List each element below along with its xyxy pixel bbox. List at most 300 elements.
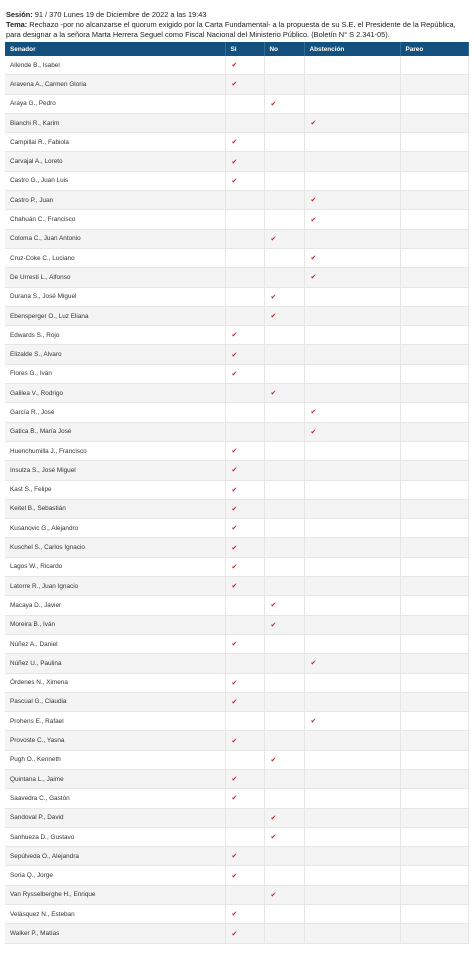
vote-cell-abstencion — [304, 731, 400, 750]
vote-cell-abstencion — [304, 712, 400, 731]
vote-cell-si — [225, 171, 264, 190]
vote-cell-pareo — [400, 615, 468, 634]
table-row — [5, 905, 468, 924]
vote-cell-no — [264, 287, 304, 306]
checkmark-icon: ✔ — [270, 834, 277, 842]
checkmark-icon: ✔ — [231, 583, 238, 591]
vote-cell-abstencion — [304, 480, 400, 499]
checkmark-icon: ✔ — [231, 911, 238, 919]
senator-name: Macaya D., Javier — [5, 596, 225, 615]
senator-name: Pugh O., Kenneth — [5, 750, 225, 769]
checkmark-icon: ✔ — [231, 467, 238, 475]
table-row — [5, 924, 468, 943]
table-row — [5, 634, 468, 653]
table-row — [5, 692, 468, 711]
vote-cell-no — [264, 808, 304, 827]
vote-cell-pareo — [400, 210, 468, 229]
table-row — [5, 56, 468, 75]
vote-cell-abstencion — [304, 866, 400, 885]
vote-cell-abstencion — [304, 152, 400, 171]
vote-cell-pareo — [400, 557, 468, 576]
table-row — [5, 326, 468, 345]
checkmark-icon: ✔ — [231, 370, 238, 378]
senator-name: Araya G., Pedro — [5, 94, 225, 113]
votes-table — [5, 42, 469, 944]
vote-cell-no — [264, 789, 304, 808]
vote-cell-pareo — [400, 905, 468, 924]
vote-cell-si — [225, 248, 264, 267]
vote-cell-pareo — [400, 248, 468, 267]
tema-label: Tema: — [6, 20, 28, 29]
vote-cell-pareo — [400, 229, 468, 248]
vote-cell-abstencion — [304, 808, 400, 827]
vote-cell-pareo — [400, 692, 468, 711]
table-body — [5, 56, 468, 943]
checkmark-icon: ✔ — [231, 505, 238, 513]
vote-cell-si — [225, 441, 264, 460]
table-row — [5, 731, 468, 750]
senator-name: Saavedra C., Gastón — [5, 789, 225, 808]
table-row — [5, 345, 468, 364]
vote-cell-abstencion — [304, 769, 400, 788]
vote-cell-no — [264, 847, 304, 866]
vote-cell-si — [225, 113, 264, 132]
checkmark-icon: ✔ — [310, 718, 317, 726]
vote-cell-no — [264, 654, 304, 673]
vote-cell-abstencion — [304, 750, 400, 769]
vote-cell-no — [264, 364, 304, 383]
vote-cell-abstencion — [304, 673, 400, 692]
table-row — [5, 94, 468, 113]
vote-cell-abstencion — [304, 75, 400, 94]
vote-cell-no — [264, 519, 304, 538]
senator-name: Prohens E., Rafael — [5, 712, 225, 731]
vote-cell-no — [264, 229, 304, 248]
vote-cell-pareo — [400, 654, 468, 673]
vote-cell-abstencion — [304, 56, 400, 75]
vote-cell-no — [264, 827, 304, 846]
table-row — [5, 403, 468, 422]
senator-name: Velásquez N., Esteban — [5, 905, 225, 924]
vote-cell-no — [264, 769, 304, 788]
vote-cell-no — [264, 403, 304, 422]
checkmark-icon: ✔ — [231, 930, 238, 938]
checkmark-icon: ✔ — [231, 81, 238, 89]
vote-cell-abstencion — [304, 113, 400, 132]
vote-cell-pareo — [400, 827, 468, 846]
vote-cell-si — [225, 905, 264, 924]
vote-cell-si — [225, 152, 264, 171]
vote-cell-si — [225, 673, 264, 692]
vote-cell-pareo — [400, 384, 468, 403]
senator-name: Flores G., Iván — [5, 364, 225, 383]
vote-cell-si — [225, 56, 264, 75]
checkmark-icon: ✔ — [231, 62, 238, 70]
table-row — [5, 248, 468, 267]
vote-cell-no — [264, 152, 304, 171]
checkmark-icon: ✔ — [231, 177, 238, 185]
checkmark-icon: ✔ — [231, 641, 238, 649]
checkmark-icon: ✔ — [310, 197, 317, 205]
vote-cell-abstencion — [304, 133, 400, 152]
senator-name: Galilea V., Rodrigo — [5, 384, 225, 403]
vote-cell-abstencion — [304, 847, 400, 866]
table-row — [5, 557, 468, 576]
vote-cell-no — [264, 885, 304, 904]
table-row — [5, 441, 468, 460]
vote-cell-pareo — [400, 769, 468, 788]
senator-name: Ebensperger O., Luz Eliana — [5, 306, 225, 325]
vote-cell-pareo — [400, 538, 468, 557]
vote-cell-pareo — [400, 364, 468, 383]
vote-cell-si — [225, 287, 264, 306]
senator-name: Núñez A., Daniel — [5, 634, 225, 653]
table-row — [5, 422, 468, 441]
vote-cell-si — [225, 210, 264, 229]
vote-cell-si — [225, 133, 264, 152]
table-row — [5, 885, 468, 904]
tema-line — [6, 20, 468, 40]
vote-cell-si — [225, 94, 264, 113]
vote-cell-si — [225, 654, 264, 673]
vote-cell-si — [225, 538, 264, 557]
senator-name: Moreira B., Iván — [5, 615, 225, 634]
vote-cell-abstencion — [304, 171, 400, 190]
vote-cell-abstencion — [304, 306, 400, 325]
session-line — [6, 10, 468, 20]
table-row — [5, 113, 468, 132]
senator-name: Kusanovic G., Alejandro — [5, 519, 225, 538]
checkmark-icon: ✔ — [310, 428, 317, 436]
table-row — [5, 229, 468, 248]
table-row — [5, 461, 468, 480]
table-row — [5, 75, 468, 94]
vote-cell-abstencion — [304, 364, 400, 383]
checkmark-icon: ✔ — [231, 737, 238, 745]
vote-cell-no — [264, 441, 304, 460]
checkmark-icon: ✔ — [270, 293, 277, 301]
vote-cell-pareo — [400, 480, 468, 499]
vote-cell-no — [264, 56, 304, 75]
vote-cell-si — [225, 268, 264, 287]
vote-cell-si — [225, 461, 264, 480]
vote-cell-no — [264, 133, 304, 152]
vote-cell-no — [264, 461, 304, 480]
vote-cell-pareo — [400, 326, 468, 345]
vote-cell-no — [264, 171, 304, 190]
vote-cell-pareo — [400, 268, 468, 287]
table-row — [5, 577, 468, 596]
checkmark-icon: ✔ — [231, 139, 238, 147]
checkmark-icon: ✔ — [231, 332, 238, 340]
table-row — [5, 712, 468, 731]
senator-name: Sandoval P., David — [5, 808, 225, 827]
checkmark-icon: ✔ — [310, 216, 317, 224]
vote-cell-pareo — [400, 519, 468, 538]
table-row — [5, 615, 468, 634]
vote-cell-no — [264, 750, 304, 769]
vote-cell-abstencion — [304, 422, 400, 441]
checkmark-icon: ✔ — [231, 776, 238, 784]
vote-cell-pareo — [400, 866, 468, 885]
vote-cell-si — [225, 750, 264, 769]
vote-cell-pareo — [400, 75, 468, 94]
checkmark-icon: ✔ — [231, 448, 238, 456]
checkmark-icon: ✔ — [231, 795, 238, 803]
vote-cell-no — [264, 94, 304, 113]
table-row — [5, 673, 468, 692]
table-row — [5, 268, 468, 287]
vote-cell-pareo — [400, 847, 468, 866]
senator-name: Castro P., Juan — [5, 191, 225, 210]
table-row — [5, 480, 468, 499]
table-row — [5, 654, 468, 673]
table-row — [5, 287, 468, 306]
senator-name: Sepúlveda O., Alejandra — [5, 847, 225, 866]
checkmark-icon: ✔ — [270, 814, 277, 822]
vote-cell-pareo — [400, 441, 468, 460]
vote-cell-si — [225, 789, 264, 808]
vote-cell-no — [264, 577, 304, 596]
vote-cell-si — [225, 557, 264, 576]
checkmark-icon: ✔ — [231, 853, 238, 861]
vote-cell-abstencion — [304, 885, 400, 904]
vote-cell-no — [264, 191, 304, 210]
checkmark-icon: ✔ — [270, 313, 277, 320]
checkmark-icon: ✔ — [231, 158, 238, 166]
senator-name: Gatica B., María José — [5, 422, 225, 441]
vote-cell-abstencion — [304, 519, 400, 538]
vote-cell-pareo — [400, 133, 468, 152]
vote-cell-si — [225, 866, 264, 885]
vote-cell-si — [225, 345, 264, 364]
vote-cell-no — [264, 924, 304, 943]
senator-name: Insulza S., José Miguel — [5, 461, 225, 480]
vote-cell-si — [225, 384, 264, 403]
header-si: Si — [225, 42, 264, 56]
vote-cell-abstencion — [304, 345, 400, 364]
vote-cell-no — [264, 596, 304, 615]
header-senador: Senador — [5, 42, 225, 56]
vote-cell-no — [264, 634, 304, 653]
vote-cell-abstencion — [304, 692, 400, 711]
vote-cell-no — [264, 905, 304, 924]
table-row — [5, 499, 468, 518]
vote-cell-abstencion — [304, 596, 400, 615]
checkmark-icon: ✔ — [310, 409, 317, 417]
vote-cell-abstencion — [304, 789, 400, 808]
table-header-row — [5, 42, 468, 56]
vote-cell-pareo — [400, 673, 468, 692]
checkmark-icon: ✔ — [231, 486, 238, 494]
senator-name: Allende B., Isabel — [5, 56, 225, 75]
vote-cell-pareo — [400, 191, 468, 210]
vote-cell-abstencion — [304, 827, 400, 846]
vote-cell-abstencion — [304, 229, 400, 248]
senator-name: Aravena A., Carmen Gloria — [5, 75, 225, 94]
table-row — [5, 171, 468, 190]
vote-cell-si — [225, 229, 264, 248]
senator-name: Chahuán C., Francisco — [5, 210, 225, 229]
vote-cell-pareo — [400, 171, 468, 190]
session-header — [0, 0, 474, 40]
vote-cell-pareo — [400, 789, 468, 808]
vote-cell-si — [225, 924, 264, 943]
vote-cell-no — [264, 422, 304, 441]
vote-cell-pareo — [400, 403, 468, 422]
vote-cell-no — [264, 538, 304, 557]
vote-cell-si — [225, 712, 264, 731]
table-row — [5, 364, 468, 383]
vote-cell-no — [264, 345, 304, 364]
vote-cell-abstencion — [304, 403, 400, 422]
vote-cell-pareo — [400, 94, 468, 113]
senator-name: Walker P., Matías — [5, 924, 225, 943]
vote-cell-si — [225, 191, 264, 210]
checkmark-icon: ✔ — [231, 544, 238, 552]
vote-cell-abstencion — [304, 654, 400, 673]
vote-cell-pareo — [400, 808, 468, 827]
vote-cell-pareo — [400, 56, 468, 75]
vote-cell-abstencion — [304, 461, 400, 480]
vote-cell-no — [264, 210, 304, 229]
table-row — [5, 847, 468, 866]
senator-name: Kast S., Felipe — [5, 480, 225, 499]
checkmark-icon: ✔ — [270, 602, 277, 610]
vote-cell-si — [225, 615, 264, 634]
vote-cell-si — [225, 827, 264, 846]
vote-cell-pareo — [400, 731, 468, 750]
checkmark-icon: ✔ — [270, 756, 277, 764]
vote-cell-no — [264, 673, 304, 692]
vote-cell-pareo — [400, 577, 468, 596]
senator-name: Lagos W., Ricardo — [5, 557, 225, 576]
vote-cell-si — [225, 499, 264, 518]
vote-cell-pareo — [400, 422, 468, 441]
vote-cell-si — [225, 731, 264, 750]
vote-cell-no — [264, 557, 304, 576]
checkmark-icon: ✔ — [270, 390, 277, 398]
vote-cell-no — [264, 268, 304, 287]
session-value: 91 / 370 Lunes 19 de Diciembre de 2022 a las 19:43 — [34, 10, 207, 19]
checkmark-icon: ✔ — [310, 255, 317, 263]
senator-name: Durana S., José Miguel — [5, 287, 225, 306]
vote-cell-abstencion — [304, 499, 400, 518]
vote-cell-pareo — [400, 885, 468, 904]
vote-cell-abstencion — [304, 538, 400, 557]
vote-cell-si — [225, 519, 264, 538]
checkmark-icon: ✔ — [270, 891, 277, 899]
senator-name: Kuschel S., Carlos Ignacio — [5, 538, 225, 557]
vote-cell-no — [264, 326, 304, 345]
vote-cell-si — [225, 692, 264, 711]
table-row — [5, 750, 468, 769]
table-row — [5, 191, 468, 210]
checkmark-icon: ✔ — [310, 120, 317, 128]
vote-cell-si — [225, 847, 264, 866]
vote-cell-no — [264, 866, 304, 885]
vote-cell-si — [225, 75, 264, 94]
vote-cell-abstencion — [304, 615, 400, 634]
vote-cell-abstencion — [304, 905, 400, 924]
senator-name: Edwards S., Rojo — [5, 326, 225, 345]
vote-cell-si — [225, 885, 264, 904]
vote-cell-si — [225, 769, 264, 788]
vote-cell-abstencion — [304, 326, 400, 345]
vote-cell-no — [264, 712, 304, 731]
vote-cell-no — [264, 480, 304, 499]
vote-cell-abstencion — [304, 441, 400, 460]
senator-name: De Urresti L., Alfonso — [5, 268, 225, 287]
vote-cell-abstencion — [304, 210, 400, 229]
senator-name: Provoste C., Yasna — [5, 731, 225, 750]
senator-name: Sanhueza D., Gustavo — [5, 827, 225, 846]
checkmark-icon: ✔ — [231, 872, 238, 880]
checkmark-icon: ✔ — [231, 698, 238, 706]
vote-cell-abstencion — [304, 268, 400, 287]
vote-cell-si — [225, 306, 264, 325]
checkmark-icon: ✔ — [270, 100, 277, 108]
table-row — [5, 866, 468, 885]
senator-name: Órdenes N., Ximena — [5, 673, 225, 692]
vote-cell-pareo — [400, 596, 468, 615]
vote-cell-pareo — [400, 306, 468, 325]
vote-cell-pareo — [400, 113, 468, 132]
senator-name: García R., José — [5, 403, 225, 422]
vote-cell-no — [264, 113, 304, 132]
vote-cell-si — [225, 480, 264, 499]
vote-cell-pareo — [400, 712, 468, 731]
vote-cell-abstencion — [304, 191, 400, 210]
table-row — [5, 210, 468, 229]
checkmark-icon: ✔ — [231, 525, 238, 533]
vote-cell-abstencion — [304, 384, 400, 403]
vote-cell-abstencion — [304, 924, 400, 943]
senator-name: Núñez U., Paulina — [5, 654, 225, 673]
checkmark-icon: ✔ — [231, 679, 238, 687]
vote-cell-no — [264, 306, 304, 325]
checkmark-icon: ✔ — [231, 563, 238, 571]
vote-cell-abstencion — [304, 634, 400, 653]
senator-name: Keitel B., Sebastián — [5, 499, 225, 518]
senator-name: Coloma C., Juan Antonio — [5, 229, 225, 248]
table-row — [5, 519, 468, 538]
vote-cell-si — [225, 577, 264, 596]
checkmark-icon: ✔ — [270, 621, 277, 629]
senator-name: Cruz-Coke C., Luciano — [5, 248, 225, 267]
vote-cell-pareo — [400, 924, 468, 943]
vote-cell-abstencion — [304, 557, 400, 576]
vote-cell-abstencion — [304, 287, 400, 306]
vote-cell-pareo — [400, 750, 468, 769]
header-pareo: Pareo — [400, 42, 468, 56]
table-row — [5, 152, 468, 171]
session-label: Sesión: — [6, 10, 33, 19]
table-row — [5, 789, 468, 808]
vote-cell-si — [225, 634, 264, 653]
senator-name: Quintana L., Jaime — [5, 769, 225, 788]
table-row — [5, 306, 468, 325]
vote-cell-no — [264, 615, 304, 634]
vote-cell-si — [225, 403, 264, 422]
vote-cell-abstencion — [304, 577, 400, 596]
vote-cell-pareo — [400, 461, 468, 480]
checkmark-icon: ✔ — [310, 660, 317, 668]
senator-name: Huenchumilla J., Francisco — [5, 441, 225, 460]
table-row — [5, 808, 468, 827]
table-row — [5, 827, 468, 846]
senator-name: Latorre R., Juan Ignacio — [5, 577, 225, 596]
